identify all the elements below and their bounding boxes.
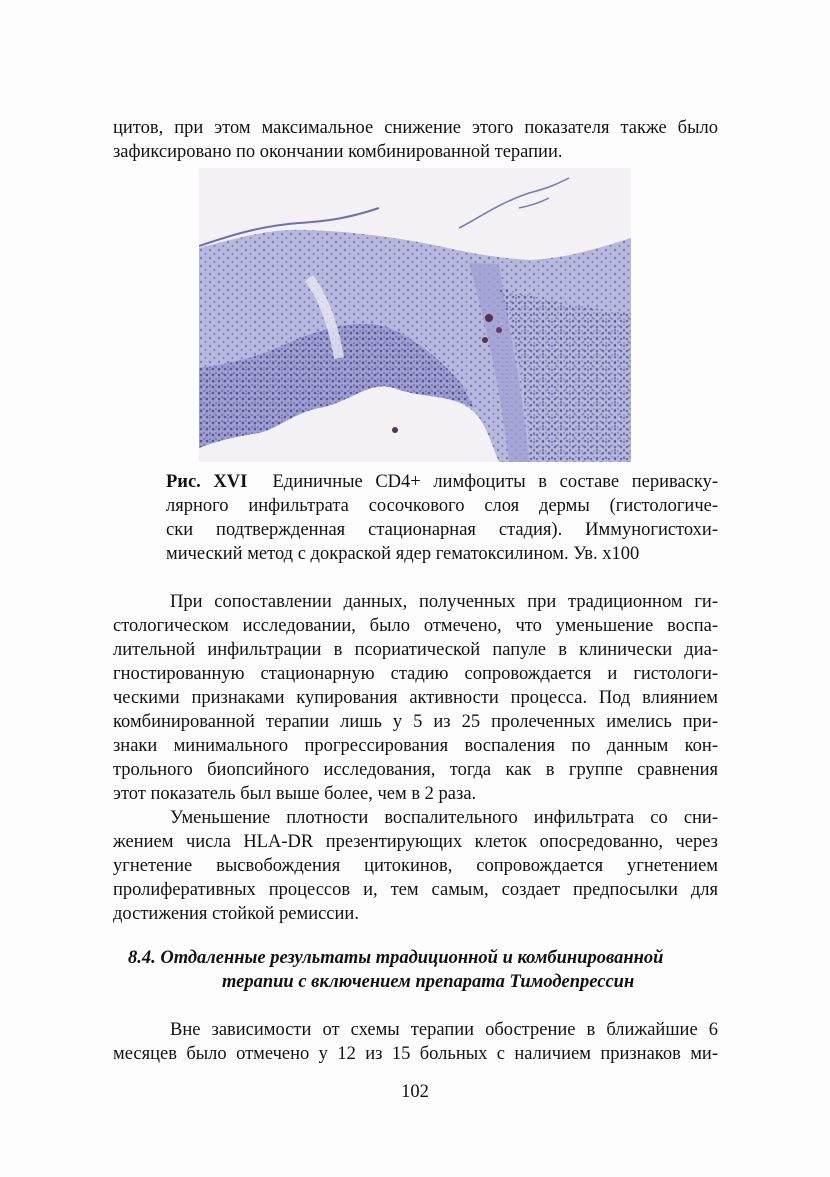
text-line: достижения стойкой ремиссии.	[113, 904, 359, 924]
figure-caption-line: ски подтвержденная стационарная стадия). Иммуногистохи-	[166, 520, 718, 540]
text-line: комбинированной терапии лишь у 5 из 25 пролеченных имелись при-	[113, 712, 718, 732]
text-line: пролиферативных процессов и, тем самым, создает предпосылки для	[113, 880, 718, 900]
section-heading: терапии с включением препарата Тимодепрессин	[222, 972, 635, 992]
text-line: стологическом исследовании, было отмечено, что уменьшение воспа-	[113, 616, 718, 636]
text-line: гностированную стационарную стадию сопровождается и гистологи-	[113, 664, 718, 684]
text-line: этот показатель был выше более, чем в 2 раза.	[113, 784, 477, 804]
text-line: цитов, при этом максимальное снижение этого показателя также было	[113, 118, 718, 138]
text-line: месяцев было отмечено у 12 из 15 больных с наличием признаков ми-	[113, 1044, 718, 1064]
text-line: Уменьшение плотности воспалительного инфильтрата со сни-	[170, 808, 718, 828]
figure-label: Рис. XVI	[166, 472, 248, 492]
text-line: зафиксировано по окончании комбинированной терапии.	[113, 142, 563, 162]
text-line: При сопоставлении данных, полученных при традиционном ги-	[170, 592, 718, 612]
text-line: знаки минимального прогрессирования воспаления по данным кон-	[113, 736, 718, 756]
section-heading: 8.4. Отдаленные результаты традиционной и комбинированной	[128, 948, 664, 968]
text-line: лительной инфильтрации в псориатической папуле в клинически диа-	[113, 640, 718, 660]
figure-caption-line: Рис. XVI Единичные CD4+ лимфоциты в составе периваску-	[166, 472, 719, 492]
micrograph-image	[199, 168, 631, 462]
text-line: ческими признаками купирования активности процесса. Под влиянием	[113, 688, 718, 708]
page-number: 102	[401, 1082, 429, 1102]
text-line: жением числа HLA-DR презентирующих клеток опосредованно, через	[113, 832, 718, 852]
text-line: Вне зависимости от схемы терапии обострение в ближайшие 6	[170, 1020, 718, 1040]
figure-caption-line: лярного инфильтрата сосочкового слоя дермы (гистологиче-	[166, 496, 718, 516]
text-line: угнетение высвобождения цитокинов, сопровождается угнетением	[113, 856, 718, 876]
figure-caption-line: мический метод с докраской ядер гематоксилином. Ув. х100	[166, 544, 640, 564]
text-line: трольного биопсийного исследования, тогда как в группе сравнения	[113, 760, 718, 780]
